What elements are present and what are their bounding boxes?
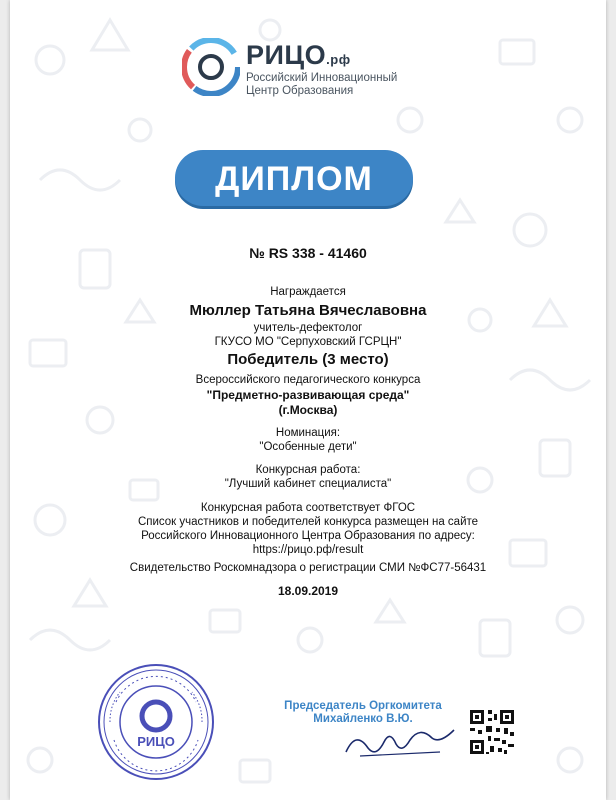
stamp-label: РИЦО: [137, 734, 175, 749]
recipient-organization: ГКУСО МО "Серпуховский ГСРЦН": [214, 336, 402, 348]
stamp-seal: [96, 662, 216, 782]
chair-title: Председатель Оргкомитета: [284, 700, 442, 712]
place-result: Победитель (3 место): [227, 351, 389, 368]
logo-subtitle: Российский Инновационный Центр Образования: [246, 72, 398, 97]
handwritten-signature: [340, 722, 460, 762]
fgos-line: Конкурсная работа соответствует ФГОС: [200, 502, 416, 514]
media-certificate: Свидетельство Роскомнадзора о регистрации СМИ №ФС77-56431: [129, 562, 487, 574]
chair-name: Михайленко В.Ю.: [313, 713, 413, 725]
nomination-value: "Особенные дети": [259, 441, 357, 453]
diploma-banner: ДИПЛОМ: [175, 150, 413, 206]
rico-logo-icon: [182, 38, 240, 96]
contest-title: "Предметно-развивающая среда": [206, 388, 410, 402]
contest-city: (г.Москва): [278, 403, 338, 417]
rico-logo: [182, 38, 452, 108]
work-value: "Лучший кабинет специалиста": [224, 478, 392, 490]
list-line-2: Российского Инновационного Центра Образования по адресу:: [141, 530, 475, 542]
awarded-label: Награждается: [270, 286, 346, 298]
nomination-label: Номинация:: [275, 427, 341, 439]
diploma-number: № RS 338 - 41460: [249, 245, 367, 261]
contest-line-1: Всероссийского педагогического конкурса: [195, 374, 421, 386]
recipient-position: учитель-дефектолог: [253, 322, 363, 334]
results-url[interactable]: https://рицо.рф/result: [252, 544, 364, 556]
list-line-1: Список участников и победителей конкурса размещен на сайте: [137, 516, 479, 528]
logo-name: РИЦО.рф: [246, 40, 351, 70]
diploma-sheet: [10, 0, 606, 800]
work-label: Конкурсная работа:: [255, 464, 361, 476]
diploma-date: 18.09.2019: [277, 584, 339, 598]
qr-code: [468, 708, 516, 756]
recipient-name: Мюллер Татьяна Вячеславовна: [189, 302, 427, 319]
